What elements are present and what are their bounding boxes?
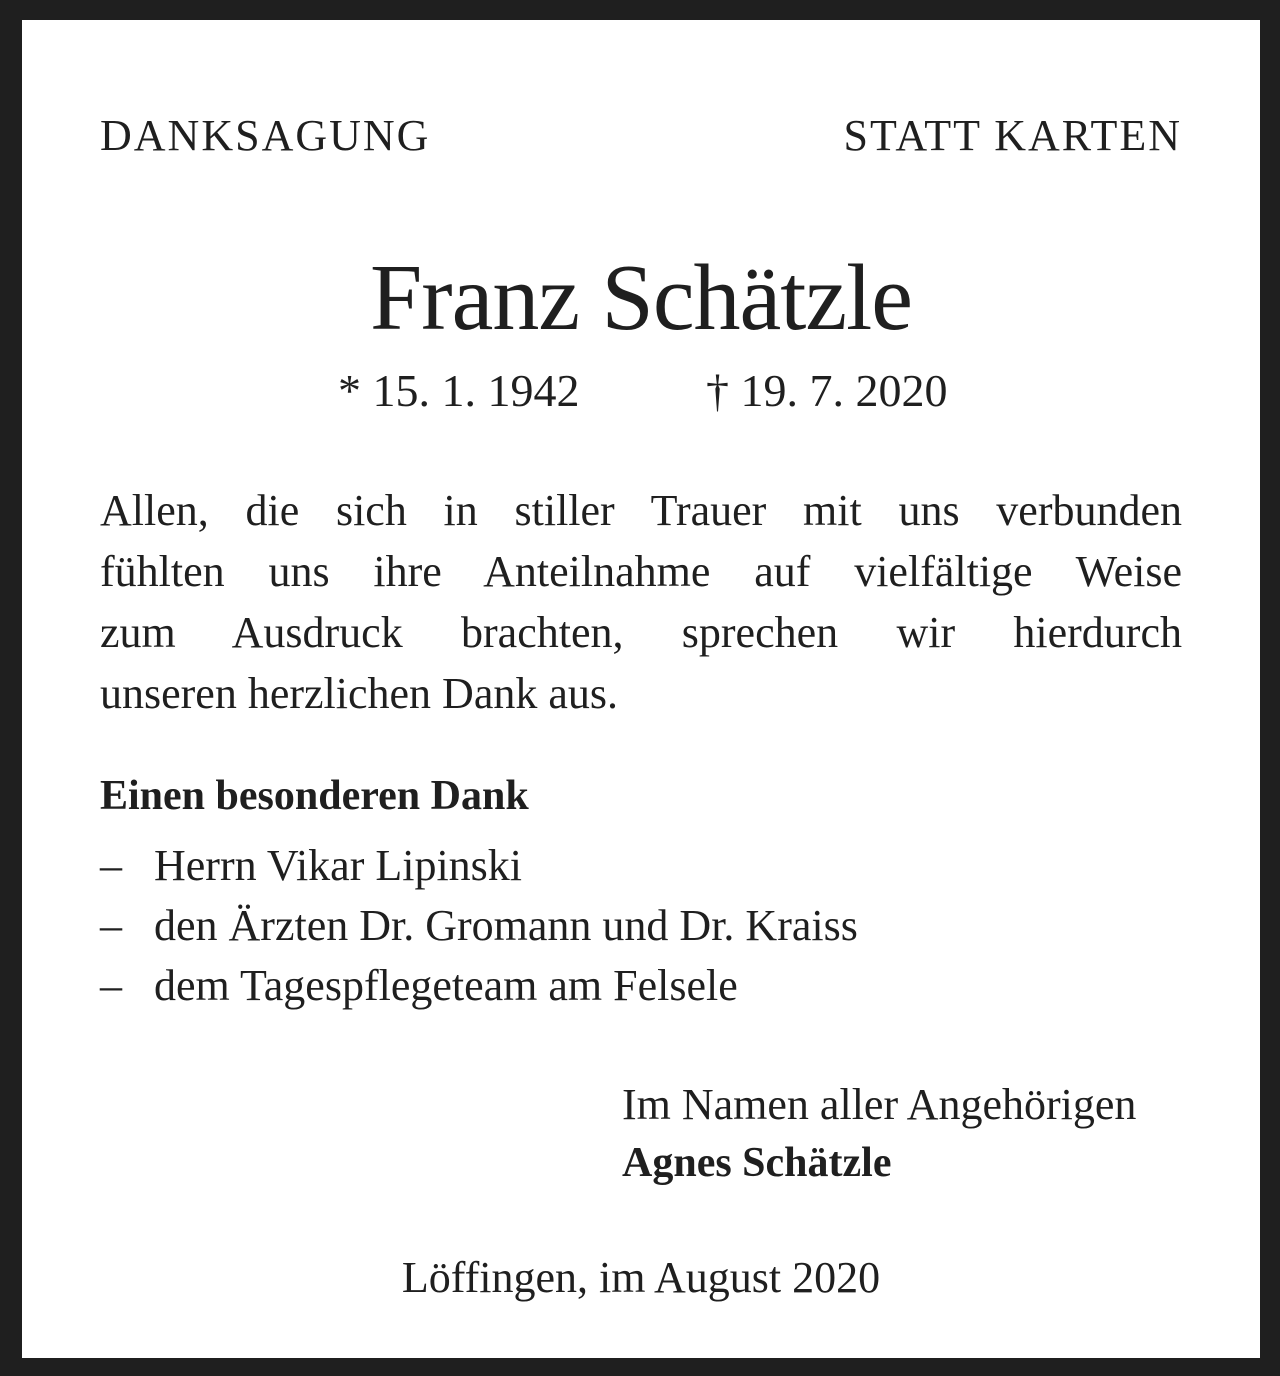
signature-block [622, 1076, 1136, 1192]
message-line: Allen, die sich in stiller Trauer mit uns verbunden [100, 486, 1182, 535]
list-item [100, 836, 1182, 896]
signature-name: Agnes Schätzle [622, 1140, 892, 1186]
list-item-text: Herrn Vikar Lipinski [154, 841, 523, 890]
place-date: Löffingen, im August 2020 [401, 1253, 881, 1302]
list-item-text: dem Tagespflegeteam am Felsele [154, 961, 738, 1010]
header-tag: STATT KARTEN [843, 111, 1182, 160]
deceased-name: Franz Schätzle [370, 246, 912, 350]
notice-header [100, 110, 1182, 162]
notice-content [100, 20, 1182, 1358]
dash-bullet: – [100, 841, 122, 890]
message-line: zum Ausdruck brachten, sprechen wir hierdurch [100, 608, 1182, 657]
dash-bullet: – [100, 901, 122, 950]
special-thanks-heading: Einen besonderen Dank [100, 773, 529, 819]
list-item [100, 896, 1182, 956]
life-dates [100, 362, 1182, 420]
dash-bullet: – [100, 961, 122, 1010]
message-line: fühlten uns ihre Anteilnahme auf vielfältige Weise [100, 547, 1182, 596]
message-line: unseren herzlichen Dank aus. [100, 669, 619, 718]
death-date: † 19. 7. 2020 [706, 365, 948, 416]
special-thanks-list [100, 836, 1182, 1016]
list-item-text: den Ärzten Dr. Gromann und Dr. Kraiss [154, 901, 858, 950]
birth-date: * 15. 1. 1942 [338, 365, 580, 416]
signature-intro: Im Namen aller Angehörigen [622, 1080, 1137, 1129]
header-title: DANKSAGUNG [100, 111, 431, 160]
list-item [100, 956, 1182, 1016]
thanks-message [100, 480, 1182, 724]
